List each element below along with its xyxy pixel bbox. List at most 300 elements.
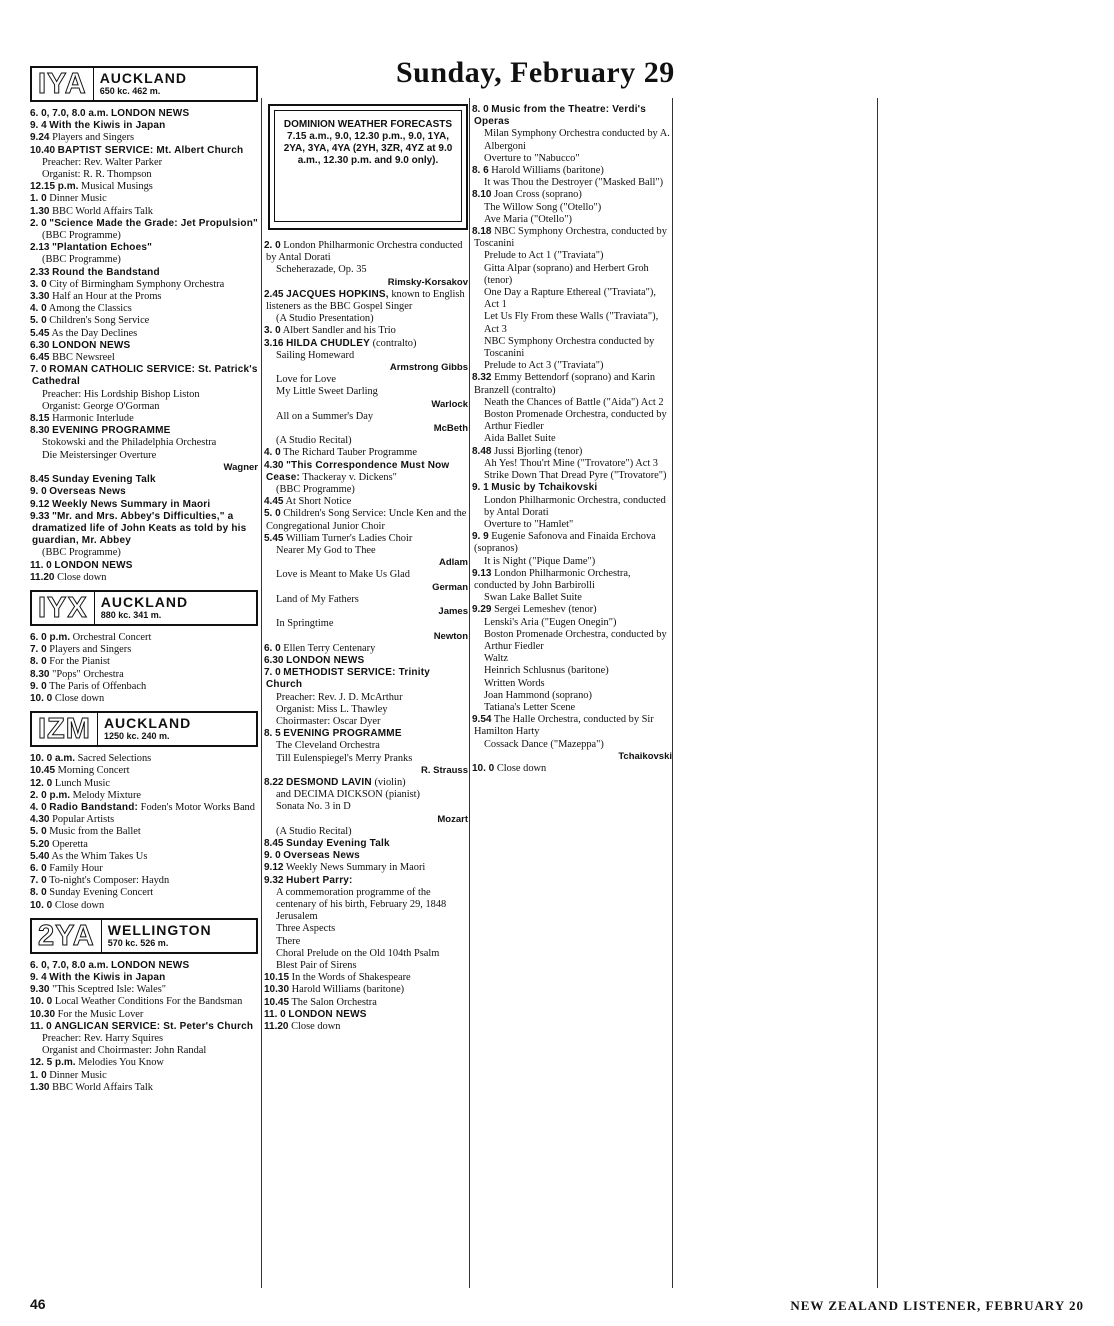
programme-detail: Choirmaster: Oscar Dyer	[276, 715, 381, 727]
programme-detail: (A Studio Recital)	[276, 825, 352, 837]
programme-time: 9. 4	[30, 971, 47, 983]
composer-credit: Adlam	[438, 557, 468, 569]
programme-time: 9.12	[30, 498, 50, 510]
programme-text: Sacred Selections	[77, 753, 152, 765]
programme-time: 12. 0	[30, 777, 53, 789]
programme-detail: Organist and Choirmaster: John Randal	[42, 1045, 207, 1057]
programme-text: As the Whim Takes Us	[51, 850, 148, 862]
programme-detail: Organist: R. R. Thompson	[42, 169, 152, 181]
column-2	[264, 240, 468, 1033]
programme-title: EVENING PROGRAMME	[283, 728, 402, 740]
station-city: AUCKLAND	[103, 715, 192, 732]
programme-time: 6. 0	[30, 862, 47, 874]
programme-time: 10.30	[264, 984, 290, 996]
programme-title: EVENING PROGRAMME	[52, 425, 171, 437]
programme-detail: A commemoration programme of the centenary of his birth, February 29, 1848	[276, 886, 447, 910]
programme-detail: The Willow Song ("Otello")	[484, 201, 602, 213]
programme-time: 8. 6	[472, 165, 489, 177]
composer-credit: R. Strauss	[421, 764, 468, 776]
programme-detail: London Philharmonic Orchestra, conducted by Antal Dorati	[484, 494, 666, 518]
programme-time: 5.45	[264, 532, 284, 544]
programme-entry	[472, 763, 672, 775]
programme-entry	[30, 875, 258, 887]
programme-time: 5.20	[30, 838, 50, 850]
programme-time: 11. 0	[30, 559, 52, 571]
programme-entry	[30, 790, 258, 802]
programme-title: DESMOND LAVIN	[286, 776, 372, 788]
programme-time: 10.45	[264, 996, 290, 1008]
programme-time: 7. 0	[264, 667, 281, 679]
programme-text: BBC World Affairs Talk	[52, 205, 153, 217]
composer-credit: Newton	[433, 630, 468, 642]
programme-time: 9. 1	[472, 482, 489, 494]
programme-time: 5. 0	[30, 826, 47, 838]
programme-detail: Sonata No. 3 in D	[276, 801, 351, 813]
programme-time: 12.15 p.m.	[30, 181, 79, 193]
station-header-1ya	[30, 66, 258, 102]
programme-time: 6.30	[264, 654, 284, 666]
programme-text: Close down	[54, 692, 105, 704]
programme-time: 8.18	[472, 226, 492, 238]
programme-time: 6. 0 p.m.	[30, 631, 71, 643]
programme-time: 11.20	[30, 571, 55, 583]
programme-detail: It is Night ("Pique Dame")	[484, 555, 596, 567]
station-info	[102, 923, 212, 949]
programme-time: 5. 0	[264, 508, 281, 520]
programme-time: 11.20	[264, 1021, 289, 1032]
programme-text: Emmy Bettendorf (soprano) and Karin Branzell (contralto)	[474, 372, 656, 396]
programme-detail: Three Aspects	[276, 923, 336, 935]
station-header-2ya	[30, 918, 258, 954]
programme-detail: Land of My Fathers	[276, 593, 359, 605]
programme-text: Dinner Music	[49, 1069, 107, 1081]
programme-entry	[30, 291, 258, 303]
programme-title: Sunday Evening Talk	[286, 837, 390, 849]
station-info	[94, 71, 187, 97]
programme-text: Harold Williams (baritone)	[491, 165, 604, 177]
programme-entry	[264, 338, 468, 350]
programme-entry	[30, 352, 258, 364]
programme-detail: The Cleveland Orchestra	[276, 740, 380, 752]
programme-detail: There	[276, 935, 301, 947]
programme-detail: Preacher: Rev. Walter Parker	[42, 156, 163, 168]
programme-detail: Ah Yes! Thou'rt Mine ("Trovatore") Act 3	[484, 457, 659, 469]
programme-detail: Preacher: His Lordship Bishop Liston	[42, 388, 200, 400]
programme-detail: (BBC Programme)	[42, 254, 121, 266]
programme-text: To-night's Composer: Haydn	[49, 875, 170, 887]
column-3	[472, 104, 672, 775]
programme-time: 8.45	[30, 474, 50, 486]
programme-entry	[30, 328, 258, 340]
programme-detail: Lenski's Aria ("Eugen Onegin")	[484, 616, 617, 628]
station-info	[95, 595, 188, 621]
column-1	[30, 60, 258, 1094]
programme-text: Dinner Music	[49, 193, 107, 205]
programme-title: JACQUES HOPKINS,	[286, 288, 389, 300]
programme-title: With the Kiwis in Japan	[49, 120, 166, 132]
programme-entry	[30, 120, 258, 132]
programme-title: Weekly News Summary in Maori	[52, 498, 211, 510]
composer-credit: Warlock	[431, 398, 468, 410]
programme-text: Music from the Ballet	[49, 826, 141, 838]
programme-text: Close down	[291, 1021, 341, 1032]
programme-detail: (BBC Programme)	[42, 230, 121, 242]
programme-entry	[264, 875, 468, 887]
programme-list	[264, 240, 468, 1033]
programme-title: LONDON NEWS	[111, 108, 190, 119]
programme-time: 2. 0	[264, 240, 281, 251]
programme-entry	[30, 644, 258, 656]
programme-entry	[264, 460, 468, 484]
programme-entry	[264, 862, 468, 874]
programme-text: BBC Newsreel	[52, 352, 115, 364]
programme-text: Harold Williams (baritone)	[291, 984, 405, 996]
programme-detail: NBC Symphony Orchestra conducted by Toscanini	[484, 335, 655, 360]
programme-entry	[30, 242, 258, 254]
composer-credit: Armstrong Gibbs	[389, 362, 468, 374]
programme-time: 9. 0	[30, 486, 47, 498]
programme-detail: Let Us Fly From these Walls ("Traviata"), Act 3	[484, 311, 659, 335]
programme-time: 10.15	[264, 972, 290, 984]
programme-detail: Written Words	[484, 677, 545, 689]
composer-credit: McBeth	[433, 423, 468, 435]
programme-time: 6.30	[30, 339, 50, 351]
programme-entry	[30, 132, 258, 144]
programme-detail: Stokowski and the Philadelphia Orchestra	[42, 437, 217, 449]
programme-text: In the Words of Shakespeare	[291, 972, 411, 984]
programme-text: The Paris of Offenbach	[49, 680, 147, 692]
programme-detail: Nearer My God to Thee	[276, 545, 376, 557]
programme-time: 6. 0	[264, 642, 281, 654]
programme-entry	[30, 218, 258, 230]
programme-title: BAPTIST SERVICE: Mt. Albert Church	[57, 144, 244, 156]
programme-time: 8. 0	[30, 656, 47, 668]
station-freq: 570 kc. 526 m.	[107, 937, 169, 948]
programme-time: 9.12	[264, 862, 284, 874]
column-rule	[877, 98, 878, 1288]
programme-entry	[30, 413, 258, 425]
station-freq: 1250 kc. 240 m.	[103, 731, 170, 742]
programme-detail: (BBC Programme)	[42, 547, 121, 559]
programme-title: Sunday Evening Talk	[52, 474, 156, 486]
programme-time: 11. 0	[30, 1020, 52, 1032]
programme-entry	[30, 753, 258, 765]
programme-text: Close down	[57, 571, 107, 583]
programme-entry	[30, 1057, 258, 1069]
programme-time: 4.45	[264, 496, 284, 508]
programme-title: LONDON NEWS	[288, 1008, 367, 1020]
programme-entry	[264, 508, 468, 532]
programme-text: Half an Hour at the Proms	[52, 291, 162, 303]
programme-text: Sergei Lemeshev (tenor)	[494, 604, 597, 616]
programme-entry	[30, 340, 258, 352]
programme-entry	[30, 960, 258, 972]
programme-title: "Plantation Echoes"	[52, 242, 153, 254]
programme-entry	[30, 839, 258, 851]
programme-entry	[472, 482, 672, 494]
weather-forecast-inner	[274, 110, 462, 222]
programme-entry	[30, 632, 258, 644]
programme-detail: Till Eulenspiegel's Merry Pranks	[276, 752, 413, 764]
station-freq: 880 kc. 341 m.	[100, 609, 162, 620]
programme-text: Morning Concert	[57, 765, 130, 777]
programme-detail: Die Meistersinger Overture	[42, 449, 157, 461]
programme-title: Radio Bandstand:	[49, 801, 139, 813]
programme-time: 2. 0	[30, 217, 47, 229]
programme-text: Children's Song Service	[49, 315, 150, 327]
programme-detail: Neath the Chances of Battle ("Aida") Act 2	[484, 396, 664, 408]
weather-heading: DOMINION WEATHER FORECASTS	[283, 119, 453, 130]
programme-time: 10.40	[30, 144, 56, 156]
programme-text: Children's Song Service: Uncle Ken and the Congregational Junior Choir	[266, 508, 467, 532]
programme-entry	[30, 267, 258, 279]
programme-detail: Swan Lake Ballet Suite	[484, 592, 582, 604]
programme-time: 9. 4	[30, 120, 47, 132]
programme-time: 10. 0 a.m.	[30, 753, 76, 765]
programme-entry	[264, 325, 468, 337]
programme-detail: Love for Love	[276, 374, 337, 386]
programme-text: Operetta	[52, 838, 88, 850]
programme-entry	[264, 850, 468, 862]
programme-time: 7. 0	[30, 875, 47, 887]
column-rule	[261, 98, 262, 1288]
programme-time: 9.13	[472, 567, 492, 579]
programme-time: 3.30	[30, 291, 50, 303]
programme-detail: One Day a Rapture Ethereal ("Traviata"), Act 1	[484, 287, 656, 311]
programme-entry	[30, 681, 258, 693]
programme-text: Popular Artists	[52, 814, 115, 826]
programme-text: (contralto)	[372, 337, 417, 349]
programme-text: Musical Musings	[80, 181, 153, 193]
programme-entry	[30, 1070, 258, 1082]
programme-entry	[30, 193, 258, 205]
programme-time: 6. 0, 7.0, 8.0 a.m.	[30, 108, 109, 119]
programme-entry	[264, 667, 468, 691]
programme-detail: Cossack Dance ("Mazeppa")	[484, 738, 604, 750]
programme-time: 10. 0	[30, 996, 53, 1008]
programme-text: Foden's Motor Works Band	[140, 801, 255, 813]
station-header-1zm	[30, 711, 258, 747]
programme-text: Players and Singers	[52, 132, 135, 144]
programme-time: 9. 0	[30, 680, 47, 692]
programme-detail: Preacher: Rev. J. D. McArthur	[276, 691, 403, 703]
programme-entry	[30, 486, 258, 498]
programme-entry	[30, 972, 258, 984]
station-city: WELLINGTON	[107, 921, 212, 938]
programme-detail: Tatiana's Letter Scene	[484, 701, 576, 713]
station-call: IYA	[32, 68, 94, 100]
programme-detail: Organist: George O'Gorman	[42, 400, 160, 412]
programme-time: 10. 0	[472, 762, 495, 774]
programme-entry	[472, 226, 672, 250]
programme-entry	[30, 1009, 258, 1021]
programme-entry	[472, 531, 672, 555]
programme-entry	[30, 560, 258, 572]
programme-text: Melodies You Know	[78, 1057, 164, 1069]
programme-entry	[30, 303, 258, 315]
programme-list	[30, 108, 258, 584]
programme-entry	[30, 863, 258, 875]
station-freq: 650 kc. 462 m.	[99, 86, 161, 96]
programme-time: 1.30	[30, 205, 50, 217]
programme-entry	[264, 1021, 468, 1033]
programme-time: 1. 0	[30, 193, 47, 205]
programme-entry	[264, 447, 468, 459]
programme-detail: Jerusalem	[276, 911, 318, 923]
programme-time: 11. 0	[264, 1008, 286, 1020]
programme-entry	[30, 145, 258, 157]
programme-text: Close down	[54, 899, 105, 911]
programme-entry	[30, 826, 258, 838]
programme-entry	[30, 315, 258, 327]
programme-entry	[30, 984, 258, 996]
weather-forecast-box	[268, 104, 468, 230]
programme-detail: My Little Sweet Darling	[276, 386, 378, 398]
station-city: AUCKLAND	[99, 70, 188, 86]
programme-list	[30, 632, 258, 705]
programme-time: 6.45	[30, 352, 50, 364]
station-header-1yx	[30, 590, 258, 626]
programme-text: BBC World Affairs Talk	[52, 1081, 153, 1093]
programme-text: London Philharmonic Orchestra, conducted by John Barbirolli	[474, 567, 631, 591]
programme-entry	[264, 655, 468, 667]
programme-text: As the Day Declines	[51, 327, 138, 339]
programme-entry	[30, 206, 258, 218]
programme-time: 8. 0	[472, 104, 489, 115]
programme-text: "This Sceptred Isle: Wales"	[52, 984, 167, 996]
programme-detail: Overture to "Hamlet"	[484, 518, 574, 530]
programme-detail: Overture to "Nabucco"	[484, 152, 580, 164]
programme-detail: Love is Meant to Make Us Glad	[276, 569, 410, 581]
programme-time: 9.33	[30, 510, 50, 522]
programme-detail: (A Studio Recital)	[276, 435, 352, 447]
programme-time: 8.32	[472, 372, 492, 384]
programme-time: 4. 0	[30, 801, 47, 813]
programme-time: 9.54	[472, 714, 492, 726]
programme-text: Family Hour	[49, 862, 103, 874]
programme-entry	[472, 372, 672, 396]
programme-entry	[30, 572, 258, 584]
programme-time: 6. 0, 7.0, 8.0 a.m.	[30, 959, 109, 971]
programme-time: 9. 0	[264, 850, 281, 862]
programme-entry	[30, 778, 258, 790]
programme-text: Weekly News Summary in Maori	[285, 862, 426, 874]
programme-entry	[30, 108, 258, 120]
programme-entry	[30, 887, 258, 899]
programme-text: The Richard Tauber Programme	[283, 447, 417, 459]
programme-time: 8.45	[264, 837, 284, 849]
programme-time: 9.30	[30, 984, 50, 996]
programme-entry	[30, 996, 258, 1008]
programme-text: Local Weather Conditions For the Bandsman	[54, 996, 243, 1008]
programme-time: 8.48	[472, 445, 492, 457]
programme-entry	[30, 1021, 258, 1033]
programme-title: Hubert Parry:	[286, 874, 353, 886]
programme-title: Overseas News	[49, 486, 126, 498]
programme-time: 7. 0	[30, 364, 47, 376]
programme-detail: Gitta Alpar (soprano) and Herbert Groh (tenor)	[484, 262, 649, 286]
programme-time: 10. 0	[30, 899, 53, 911]
programme-entry	[264, 1009, 468, 1021]
programme-text: Sunday Evening Concert	[49, 887, 154, 899]
page-number: 46	[30, 1296, 46, 1312]
programme-detail: Scheherazade, Op. 35	[276, 264, 367, 276]
column-rule	[469, 98, 470, 1288]
programme-entry	[30, 900, 258, 912]
programme-detail: Preacher: Rev. Harry Squires	[42, 1033, 164, 1044]
programme-time: 9.32	[264, 874, 284, 886]
programme-entry	[472, 568, 672, 592]
programme-title: Overseas News	[283, 850, 360, 862]
programme-list	[30, 960, 258, 1094]
programme-time: 8. 0	[30, 887, 47, 899]
footer-publication: NEW ZEALAND LISTENER, FEBRUARY 20	[790, 1298, 1084, 1313]
programme-entry	[30, 1082, 258, 1094]
programme-time: 5.40	[30, 850, 50, 862]
programme-text: Thackeray v. Dickens"	[302, 471, 397, 483]
programme-entry	[264, 533, 468, 545]
programme-detail: It was Thou the Destroyer ("Masked Ball")	[484, 177, 664, 189]
programme-title: HILDA CHUDLEY	[286, 337, 370, 349]
programme-entry	[264, 838, 468, 850]
programme-entry	[30, 656, 258, 668]
composer-credit: Mozart	[437, 813, 468, 825]
programme-text: Ellen Terry Centenary	[283, 642, 376, 654]
programme-entry	[30, 814, 258, 826]
programme-detail: Prelude to Act 3 ("Traviata")	[484, 360, 604, 372]
station-city: AUCKLAND	[100, 593, 189, 610]
composer-credit: James	[438, 606, 468, 618]
station-call: IZM	[32, 713, 98, 745]
programme-text: known to English listeners as the BBC Gospel Singer	[266, 288, 465, 313]
programme-entry	[30, 499, 258, 511]
programme-time: 1.30	[30, 1081, 50, 1093]
programme-title: LONDON NEWS	[111, 959, 190, 971]
programme-entry	[264, 777, 468, 789]
programme-text: William Turner's Ladies Choir	[285, 532, 413, 544]
programme-detail: Heinrich Schlusnus (baritone)	[484, 665, 609, 677]
programme-time: 4.30	[264, 459, 284, 471]
programme-time: 5.45	[30, 327, 50, 339]
programme-entry	[30, 669, 258, 681]
programme-detail: Sailing Homeward	[276, 349, 355, 361]
programme-detail: Joan Hammond (soprano)	[484, 689, 592, 701]
programme-title: "Mr. and Mrs. Abbey's Difficulties," a dramatized life of John Keats as told by his guardian, Mr. Abbey	[32, 510, 247, 547]
programme-text: Melody Mixture	[72, 789, 142, 801]
programme-time: 8.30	[30, 425, 50, 437]
programme-detail: Boston Promenade Orchestra, conducted by Arthur Fiedler	[484, 409, 667, 433]
programme-detail: Choral Prelude on the Old 104th Psalm	[276, 947, 440, 959]
programme-entry	[30, 425, 258, 437]
programme-time: 8.22	[264, 776, 284, 788]
programme-time: 10.45	[30, 765, 56, 777]
programme-list	[472, 104, 672, 775]
programme-title: Music from the Theatre: Verdi's Operas	[474, 104, 647, 128]
programme-title: With the Kiwis in Japan	[49, 971, 166, 983]
weather-body: 7.15 a.m., 9.0, 12.30 p.m., 9.0, 1YA, 2YA, 3YA, 4YA (2YH, 3ZR, 4YZ at 9.0 a.m., 12.30 p.m. and 9.0 only).	[283, 131, 453, 166]
programme-title: LONDON NEWS	[52, 339, 131, 351]
programme-time: 3.16	[264, 337, 284, 349]
programme-entry	[472, 189, 672, 201]
programme-list	[30, 753, 258, 912]
programme-time: 3. 0	[30, 278, 47, 290]
composer-credit: German	[432, 581, 468, 593]
programme-detail: Aida Ballet Suite	[484, 433, 556, 445]
programme-time: 8.10	[472, 189, 492, 201]
programme-detail: Strike Down That Dread Pyre ("Trovatore")	[484, 470, 667, 482]
programme-text: Among the Classics	[48, 303, 132, 315]
column-rule	[672, 98, 673, 1288]
